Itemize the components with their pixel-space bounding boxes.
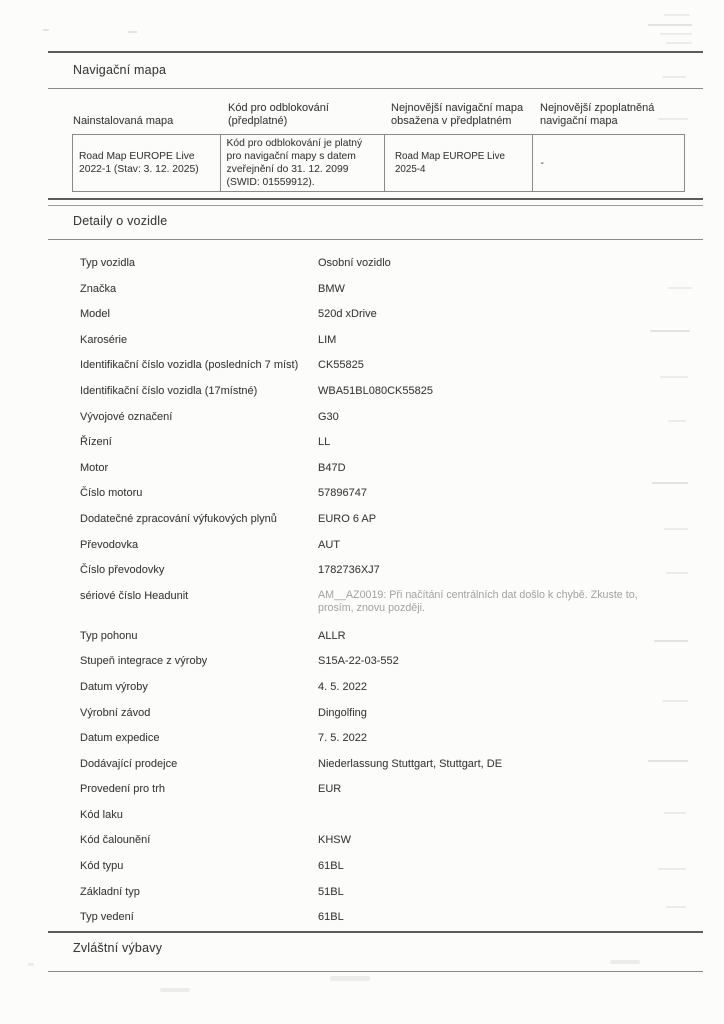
- detail-row: [80, 333, 686, 359]
- detail-value: 520d xDrive: [318, 308, 377, 321]
- detail-value: Niederlassung Stuttgart, Stuttgart, DE: [318, 757, 503, 770]
- detail-label: Identifikační číslo vozidla (17místné): [80, 384, 258, 397]
- scan-artifact: [668, 287, 692, 289]
- scan-artifact: [666, 572, 688, 574]
- scan-artifact: [28, 963, 34, 966]
- detail-value: ALLR: [318, 629, 346, 642]
- cell-newest-map-subscription: Road Map EUROPE Live 2025-4: [385, 135, 533, 191]
- scan-artifact: [666, 906, 686, 908]
- detail-value: AUT: [318, 538, 340, 551]
- detail-row: [80, 384, 686, 410]
- scan-artifact: [648, 760, 688, 762]
- scan-artifact: [330, 976, 370, 981]
- column-header-newest-paid-map: Nejnovější zpoplatněná navigační mapa: [540, 102, 655, 127]
- detail-value: 61BL: [318, 860, 344, 873]
- detail-value: KHSW: [318, 834, 351, 847]
- detail-label: Kód typu: [80, 860, 124, 873]
- detail-row: [80, 757, 686, 783]
- detail-label: Převodovka: [80, 538, 139, 551]
- cell-newest-paid-map: -: [540, 157, 544, 169]
- scan-artifact: [658, 118, 688, 120]
- divider: [48, 239, 703, 240]
- scan-artifact: [648, 24, 692, 26]
- detail-label: Datum expedice: [80, 732, 160, 745]
- detail-label: Vývojové označení: [80, 410, 173, 423]
- scan-artifact: [128, 31, 137, 33]
- divider: [48, 51, 703, 53]
- detail-value: BMW: [318, 282, 345, 295]
- divider: [48, 88, 703, 89]
- detail-value: LL: [318, 436, 331, 449]
- detail-value: 57896747: [318, 487, 367, 500]
- detail-value: Osobní vozidlo: [318, 257, 391, 269]
- divider: [48, 198, 703, 200]
- nav-map-table-header: [72, 102, 685, 134]
- divider: [48, 971, 703, 972]
- detail-value: S15A-22-03-552: [318, 655, 399, 668]
- scan-artifact: [666, 42, 692, 44]
- detail-value: AM__AZ0019: Při načítání centrálních dat došlo k chybě. Zkuste to, prosím, znovu později.: [318, 588, 638, 615]
- detail-row: [80, 358, 686, 384]
- nav-map-table: [72, 102, 685, 192]
- scan-artifact: [610, 960, 640, 964]
- column-header-installed-map: Nainstalovaná mapa: [73, 115, 174, 127]
- detail-label: Model: [80, 308, 110, 321]
- detail-label: Typ vedení: [80, 911, 134, 924]
- detail-label: Řízení: [80, 436, 112, 449]
- detail-label: Provedení pro trh: [80, 783, 165, 796]
- detail-label: Stupeň integrace z výroby: [80, 655, 208, 668]
- detail-value: 7. 5. 2022: [318, 732, 367, 745]
- detail-label: Dodávající prodejce: [80, 757, 178, 770]
- scan-artifact: [664, 528, 688, 530]
- detail-label: Identifikační číslo vozidla (posledních 7 míst): [80, 359, 299, 372]
- detail-label: Výrobní závod: [80, 706, 151, 719]
- vehicle-details-rows: [80, 256, 686, 936]
- section-title-vehicle-details: Detaily o vozidle: [73, 214, 168, 228]
- scan-artifact: [660, 376, 688, 378]
- detail-row: [80, 589, 686, 629]
- detail-label: Typ vozidla: [80, 257, 136, 269]
- detail-row: [80, 654, 686, 680]
- scan-artifact: [652, 482, 688, 484]
- detail-row: [80, 461, 686, 487]
- cell-unlock-code: Kód pro odblokování je platný pro navigační mapy s datem zveřejnění do 31. 12. 2099 (SWID: 01559912).: [221, 135, 385, 191]
- detail-row: [80, 859, 686, 885]
- detail-row: [80, 629, 686, 655]
- detail-row: [80, 731, 686, 757]
- section-title-nav-map: Navigační mapa: [73, 63, 167, 77]
- detail-value: EUR: [318, 783, 342, 796]
- detail-row: [80, 512, 686, 538]
- detail-value: 51BL: [318, 885, 344, 898]
- scan-artifact: [664, 812, 686, 814]
- detail-row: [80, 680, 686, 706]
- detail-label: Základní typ: [80, 885, 140, 898]
- detail-value: LIM: [318, 333, 337, 346]
- detail-row: [80, 486, 686, 512]
- detail-value: Dingolfing: [318, 706, 367, 719]
- detail-label: Číslo převodovky: [80, 564, 165, 577]
- detail-row: [80, 307, 686, 333]
- scan-artifact: [668, 420, 686, 422]
- detail-label: Kód laku: [80, 808, 123, 821]
- detail-label: Motor: [80, 461, 109, 474]
- detail-value: G30: [318, 410, 339, 423]
- detail-label: Kód čalounění: [80, 834, 151, 847]
- scan-artifact: [664, 14, 690, 16]
- detail-value: EURO 6 AP: [318, 512, 377, 525]
- cell-installed-map: Road Map EUROPE Live 2022-1 (Stav: 3. 12. 2025): [73, 135, 221, 191]
- detail-label: Typ pohonu: [80, 629, 138, 642]
- detail-row: [80, 282, 686, 308]
- detail-row: [80, 435, 686, 461]
- detail-label: Číslo motoru: [80, 487, 143, 500]
- detail-label: Datum výroby: [80, 680, 148, 693]
- scan-artifact: [660, 33, 692, 35]
- detail-row: [80, 833, 686, 859]
- detail-value: 4. 5. 2022: [318, 680, 367, 693]
- detail-value: CK55825: [318, 359, 364, 372]
- detail-row: [80, 538, 686, 564]
- column-header-unlock-code: Kód pro odblokování (předplatné): [228, 102, 329, 127]
- detail-label: Značka: [80, 282, 117, 295]
- detail-row: [80, 885, 686, 911]
- detail-value: B47D: [318, 461, 346, 474]
- detail-row: [80, 782, 686, 808]
- detail-value: 61BL: [318, 911, 344, 924]
- detail-label: Karosérie: [80, 333, 128, 346]
- scan-artifact: [650, 330, 690, 332]
- section-title-special-equipment: Zvláštní výbavy: [73, 941, 163, 955]
- detail-row: [80, 410, 686, 436]
- scan-artifact: [160, 988, 190, 992]
- detail-row: [80, 706, 686, 732]
- scan-artifact: [658, 868, 686, 870]
- nav-map-table-row: [72, 134, 685, 192]
- divider: [48, 931, 703, 933]
- scan-artifact: [43, 29, 49, 31]
- detail-value: 1782736XJ7: [318, 564, 380, 577]
- scan-artifact: [654, 640, 688, 642]
- detail-label: Dodatečné zpracování výfukových plynů: [80, 512, 277, 525]
- detail-value: WBA51BL080CK55825: [318, 384, 433, 397]
- scan-artifact: [662, 76, 686, 78]
- detail-label: sériové číslo Headunit: [80, 589, 189, 602]
- detail-row: [80, 563, 686, 589]
- detail-row: [80, 808, 686, 834]
- detail-row: [80, 256, 686, 282]
- divider: [48, 205, 703, 206]
- column-header-newest-map-subscription: Nejnovější navigační mapa obsažena v předplatném: [391, 102, 524, 127]
- scan-artifact: [662, 700, 688, 702]
